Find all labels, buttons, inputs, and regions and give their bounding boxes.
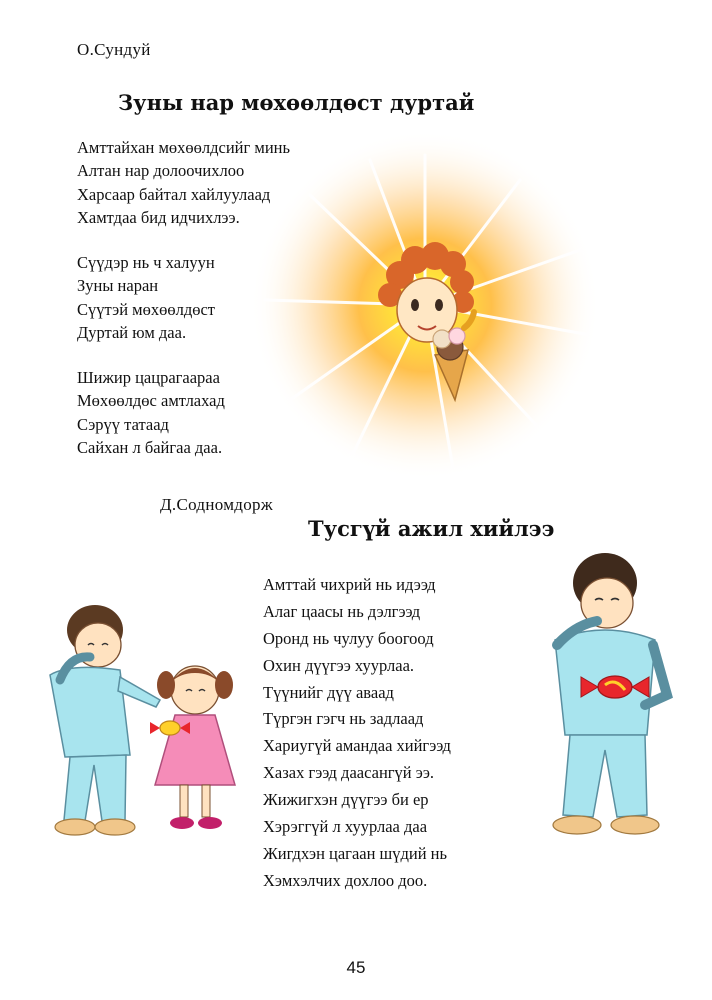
poem-line: Жижигхэн дүүгээ би ер [263,790,429,810]
poem-line: Хэрэггүй л хуурлаа даа [263,817,428,837]
poem-line: Алаг цаасы нь дэлгээд [263,601,421,621]
poem-line: Хэмхэлчих дохлоо доо. [263,870,428,890]
poem-line: Жигдхэн цагаан шүдий нь [263,843,448,863]
poem1-stanza-1 [77,136,290,229]
poem-line: Охин дүүгээ хуурлаа. [263,655,415,675]
poem-line: Алтан нар долоочихлоо [77,161,245,181]
poem-line: Түүнийг дүү аваад [263,682,394,702]
poem-line: Сүүтэй мөхөөлдөст [77,299,216,319]
poem1-stanza-2 [77,251,215,344]
poem-line: Оронд нь чулуу боогоод [263,628,434,648]
sun-illustration [250,150,620,490]
poem2-title: Тусгүй ажил хийлээ [308,516,555,541]
page-number: 45 [346,958,366,977]
poem1-stanza-3 [77,366,225,459]
poem-line: Амттайхан мөхөөлдсийг минь [77,138,291,157]
poem-line: Сүүдэр нь ч халуун [77,253,215,272]
poem-line: Зуны наран [77,276,159,296]
poem1-author: О.Сундуй [77,40,151,59]
boy-with-candy-illustration [535,545,685,845]
poem-line: Хамтдаа бид идчихлээ. [77,207,240,227]
poem-line: Сайхан л байгаа даа. [77,437,223,457]
poem1-title: Зуны нар мөхөөлдөст дуртай [118,90,475,115]
poem-line: Түргэн гэгч нь задлаад [263,709,424,729]
poem2-author: Д.Содномдорж [160,495,273,514]
poem-line: Мөхөөлдөс амтлахад [77,391,225,411]
poem-line: Сэрүү татаад [77,414,169,434]
poem2-body [263,572,451,895]
poem-line: Хариугүй амандаа хийгээд [263,736,451,756]
poem-line: Дуртай юм даа. [77,322,187,342]
poem-line: Харсаар байтал хайлуулаад [77,184,271,204]
poem-line: Хазах гээд даасангүй ээ. [263,763,435,783]
poem-line: Амттай чихрий нь идээд [263,575,436,594]
boy-and-girl-illustration [30,595,260,845]
poem-line: Шижир цацрагаараа [77,368,220,387]
